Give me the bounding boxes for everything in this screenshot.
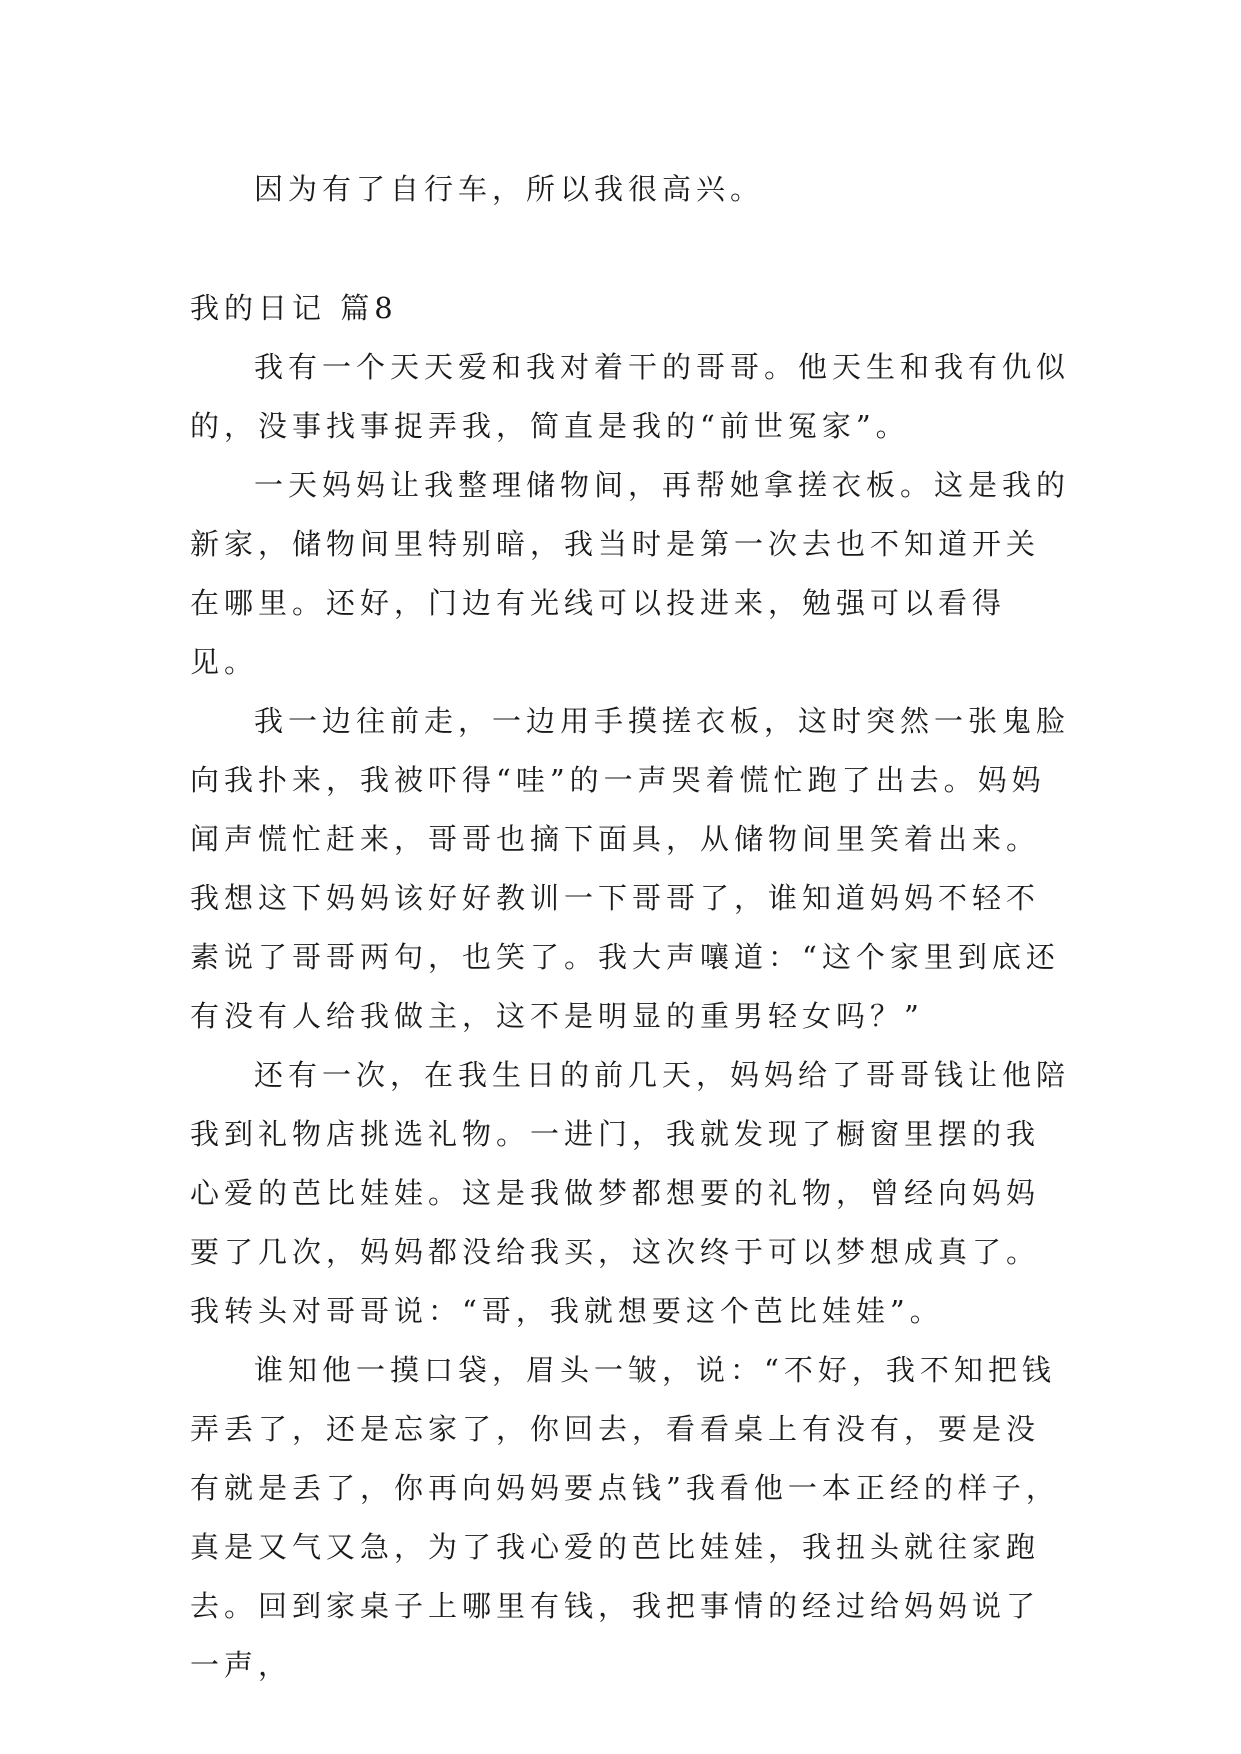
document-body — [190, 160, 1070, 1695]
section-spacer — [190, 219, 1070, 279]
paragraph: 我一边往前走，一边用手摸搓衣板，这时突然一张鬼脸向我扑来，我被吓得“哇”的一声哭着慌忙跑了出去。妈妈闻声慌忙赶来，哥哥也摘下面具，从储物间里笑着出来。我想这下妈妈该好好教训一下哥哥了，谁知道妈妈不轻不素说了哥哥两句，也笑了。我大声嚷道：“这个家里到底还有没有人给我做主，这不是明显的重男轻女吗？” — [190, 704, 1071, 1033]
section-title: 我的日记 篇8 — [190, 291, 398, 325]
paragraph: 一天妈妈让我整理储物间，再帮她拿搓衣板。这是我的新家，储物间里特别暗，我当时是第一次去也不知道开关在哪里。还好，门边有光线可以投进来，勉强可以看得见。 — [190, 468, 1071, 679]
paragraph: 我有一个天天爱和我对着干的哥哥。他天生和我有仇似的，没事找事捉弄我，简直是我的“前世冤家”。 — [190, 350, 1071, 443]
paragraph: 谁知他一摸口袋，眉头一皱，说：“不好，我不知把钱弄丢了，还是忘家了，你回去，看看桌上有没有，要是没有就是丢了，你再向妈妈要点钱”我看他一本正经的样子，真是又气又急，为了我心爱的芭比娃娃，我扭头就往家跑去。回到家桌子上哪里有钱，我把事情的经过给妈妈说了一声， — [190, 1353, 1060, 1682]
paragraph: 还有一次，在我生日的前几天，妈妈给了哥哥钱让他陪我到礼物店挑选礼物。一进门，我就发现了橱窗里摆的我心爱的芭比娃娃。这是我做梦都想要的礼物，曾经向妈妈要了几次，妈妈都没给我买，这次终于可以梦想成真了。我转头对哥哥说：“哥，我就想要这个芭比娃娃”。 — [190, 1058, 1071, 1328]
intro-line: 因为有了自行车，所以我很高兴。 — [254, 172, 765, 206]
